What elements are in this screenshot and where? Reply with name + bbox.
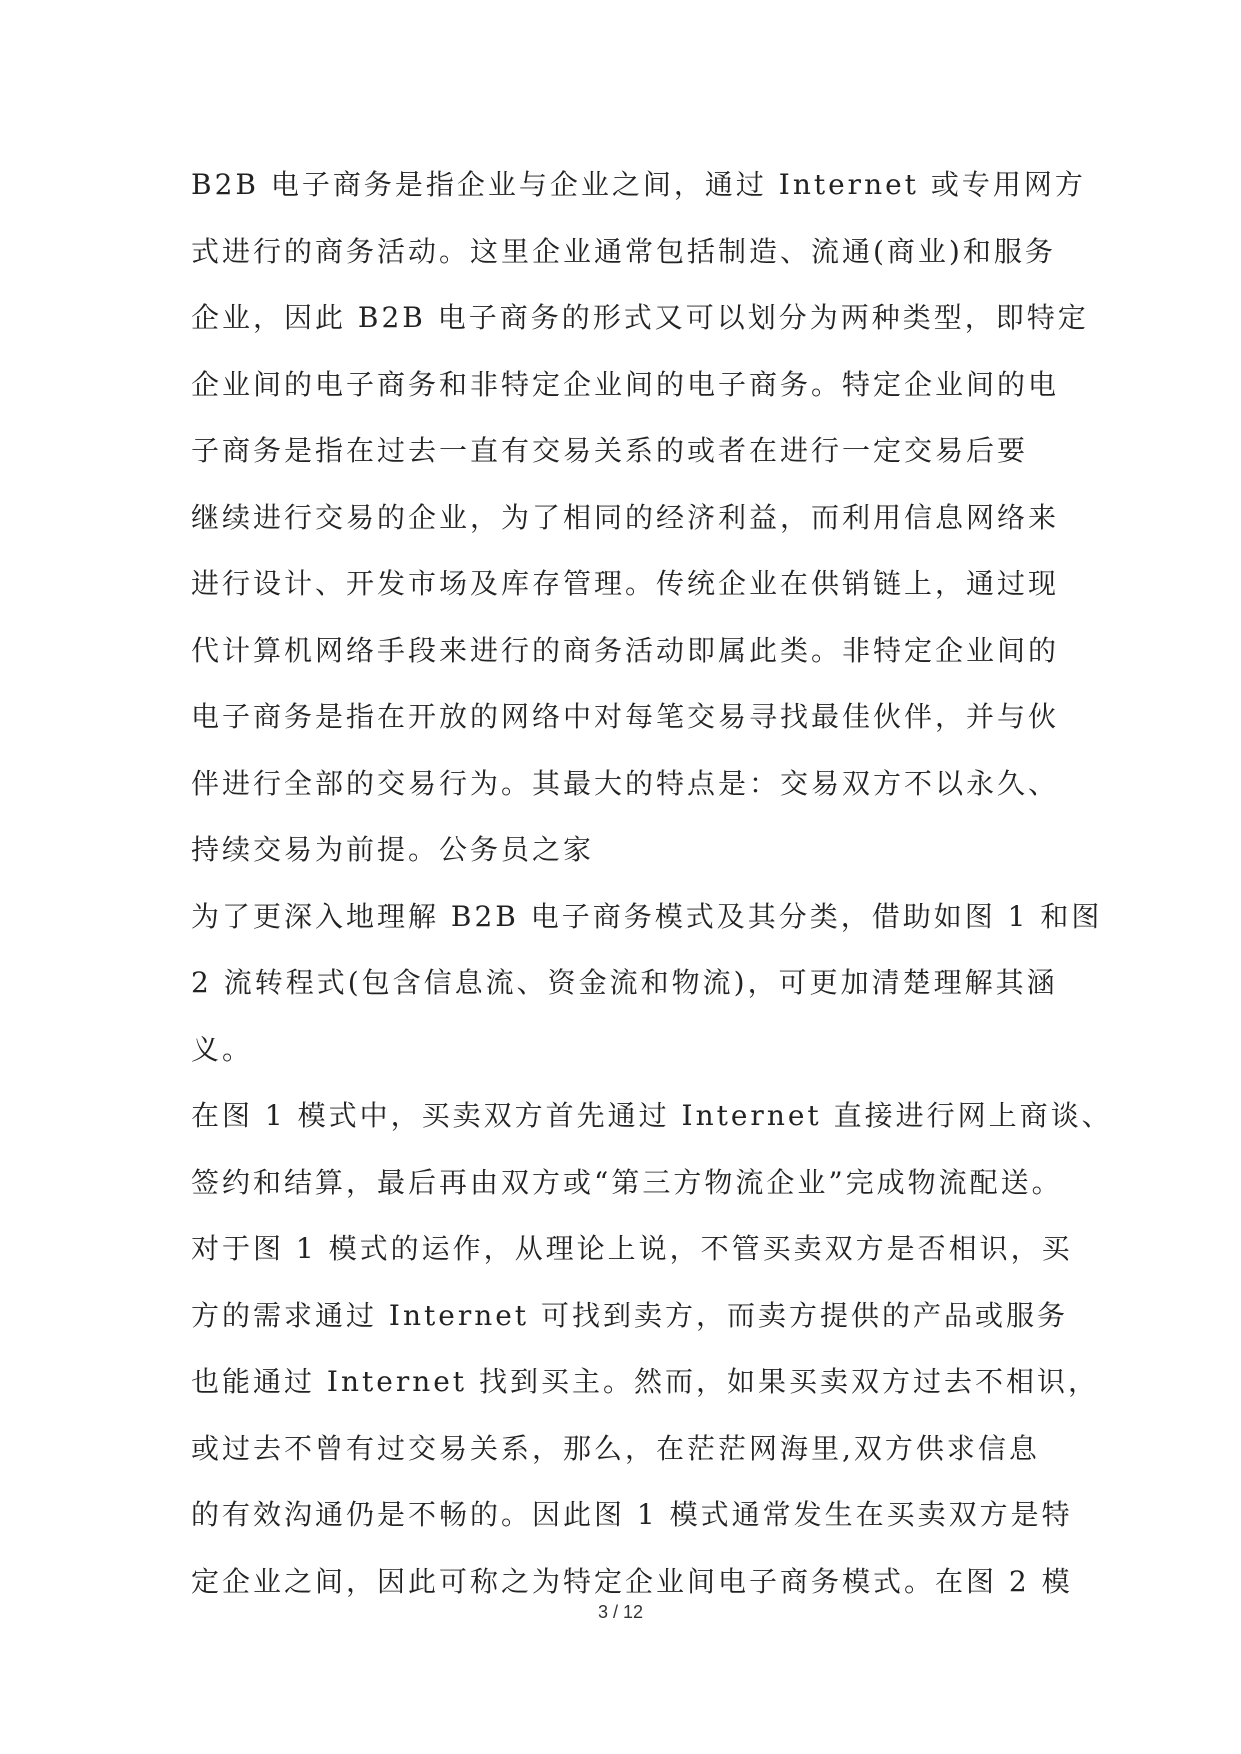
text-line: 继续进行交易的企业，为了相同的经济利益，而利用信息网络来 bbox=[191, 500, 1060, 534]
text-line: 企业，因此 B2B 电子商务的形式又可以划分为两种类型，即特定 bbox=[191, 301, 1089, 334]
page-content bbox=[191, 152, 1113, 1615]
text-line: 签约和结算，最后再由双方或“第三方物流企业”完成物流配送。 bbox=[191, 1165, 1063, 1199]
text-line: 2 流转程式(包含信息流、资金流和物流)，可更加清楚理解其涵 bbox=[191, 966, 1058, 999]
text-line: 持续交易为前提。公务员之家 bbox=[191, 833, 595, 866]
text-line: 电子商务是指在开放的网络中对每笔交易寻找最佳伙伴，并与伙 bbox=[191, 700, 1060, 733]
text-line: 或过去不曾有过交易关系，那么，在茫茫网海里,双方供求信息 bbox=[191, 1431, 1040, 1465]
text-line: 伴进行全部的交易行为。其最大的特点是：交易双方不以永久、 bbox=[191, 766, 1060, 800]
text-line: 方的需求通过 Internet 可找到卖方，而卖方提供的产品或服务 bbox=[191, 1298, 1068, 1332]
text-line: 也能通过 Internet 找到买主。然而，如果买卖双方过去不相识， bbox=[191, 1365, 1099, 1398]
text-line: 式进行的商务活动。这里企业通常包括制造、流通(商业)和服务 bbox=[191, 234, 1056, 268]
paragraph-figure-intro bbox=[191, 884, 1103, 1084]
paragraph-b2b-definition bbox=[191, 152, 1089, 884]
page-number: 3 / 12 bbox=[597, 1602, 644, 1622]
paragraph-figure1-model bbox=[191, 1083, 1113, 1615]
text-line: 进行设计、开发市场及库存管理。传统企业在供销链上，通过现 bbox=[191, 567, 1060, 600]
text-line: B2B 电子商务是指企业与企业之间，通过 Internet 或专用网方 bbox=[191, 168, 1086, 201]
text-line: 子商务是指在过去一直有交易关系的或者在进行一定交易后要 bbox=[191, 434, 1029, 467]
text-line: 定企业之间，因此可称之为特定企业间电子商务模式。在图 2 模 bbox=[191, 1564, 1073, 1598]
text-line: 对于图 1 模式的运作，从理论上说，不管买卖双方是否相识，买 bbox=[191, 1232, 1073, 1265]
text-line: 企业间的电子商务和非特定企业间的电子商务。特定企业间的电 bbox=[191, 367, 1060, 401]
text-line: 义。 bbox=[191, 1032, 254, 1066]
text-line: 为了更深入地理解 B2B 电子商务模式及其分类，借助如图 1 和图 bbox=[191, 899, 1103, 933]
text-line: 的有效沟通仍是不畅的。因此图 1 模式通常发生在买卖双方是特 bbox=[191, 1498, 1073, 1531]
text-line: 在图 1 模式中，买卖双方首先通过 Internet 直接进行网上商谈、 bbox=[191, 1099, 1113, 1132]
text-line: 代计算机网络手段来进行的商务活动即属此类。非特定企业间的 bbox=[191, 633, 1060, 667]
